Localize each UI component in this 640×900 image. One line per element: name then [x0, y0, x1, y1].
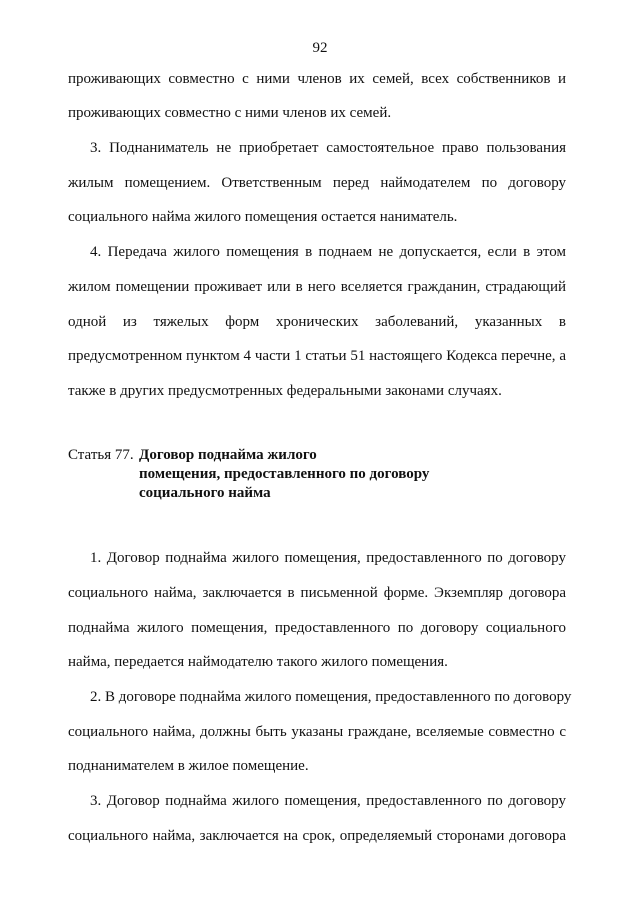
paragraph-first-line: 3. Поднаниматель не приобретает самостоятельное право пользования [90, 140, 566, 156]
text-line: найма, передается наймодателю такого жилого помещения. [68, 654, 448, 670]
text-line: социального найма, заключается в письменной форме. Экземпляр договора [68, 585, 566, 601]
article-label: Статья 77. [68, 447, 134, 463]
article-title-line: Договор поднайма жилого [139, 447, 317, 463]
paragraph-first-line: 1. Договор поднайма жилого помещения, предоставленного по договору [90, 550, 566, 566]
paragraph-first-line: 2. В договоре поднайма жилого помещения, предоставленного по договору [90, 689, 572, 705]
paragraph-first-line: 3. Договор поднайма жилого помещения, предоставленного по договору [90, 793, 566, 809]
text-line: проживающих совместно с ними членов их семей, всех собственников и [68, 71, 566, 87]
text-line: поднанимателем в жилое помещение. [68, 758, 309, 774]
text-line: социального найма жилого помещения остается наниматель. [68, 209, 458, 225]
text-line: социального найма, должны быть указаны граждане, вселяемые совместно с [68, 724, 566, 740]
text-line: жилом помещении проживает или в него вселяется гражданин, страдающий [68, 279, 566, 295]
text-line: предусмотренном пунктом 4 части 1 статьи 51 настоящего Кодекса перечне, а [68, 348, 566, 364]
article-title-line: социального найма [139, 485, 271, 501]
text-line: поднайма жилого помещения, предоставленного по договору социального [68, 620, 566, 636]
paragraph-first-line: 4. Передача жилого помещения в поднаем не допускается, если в этом [90, 244, 566, 260]
text-line: жилым помещением. Ответственным перед наймодателем по договору [68, 175, 566, 191]
page-number: 92 [312, 40, 328, 56]
article-title-line: помещения, предоставленного по договору [139, 466, 430, 482]
text-line: проживающих совместно с ними членов их семей. [68, 105, 392, 121]
text-line: также в других предусмотренных федеральными законами случаях. [68, 383, 502, 399]
text-line: одной из тяжелых форм хронических заболеваний, указанных в [68, 314, 566, 330]
text-line: социального найма, заключается на срок, определяемый сторонами договора [68, 828, 566, 844]
